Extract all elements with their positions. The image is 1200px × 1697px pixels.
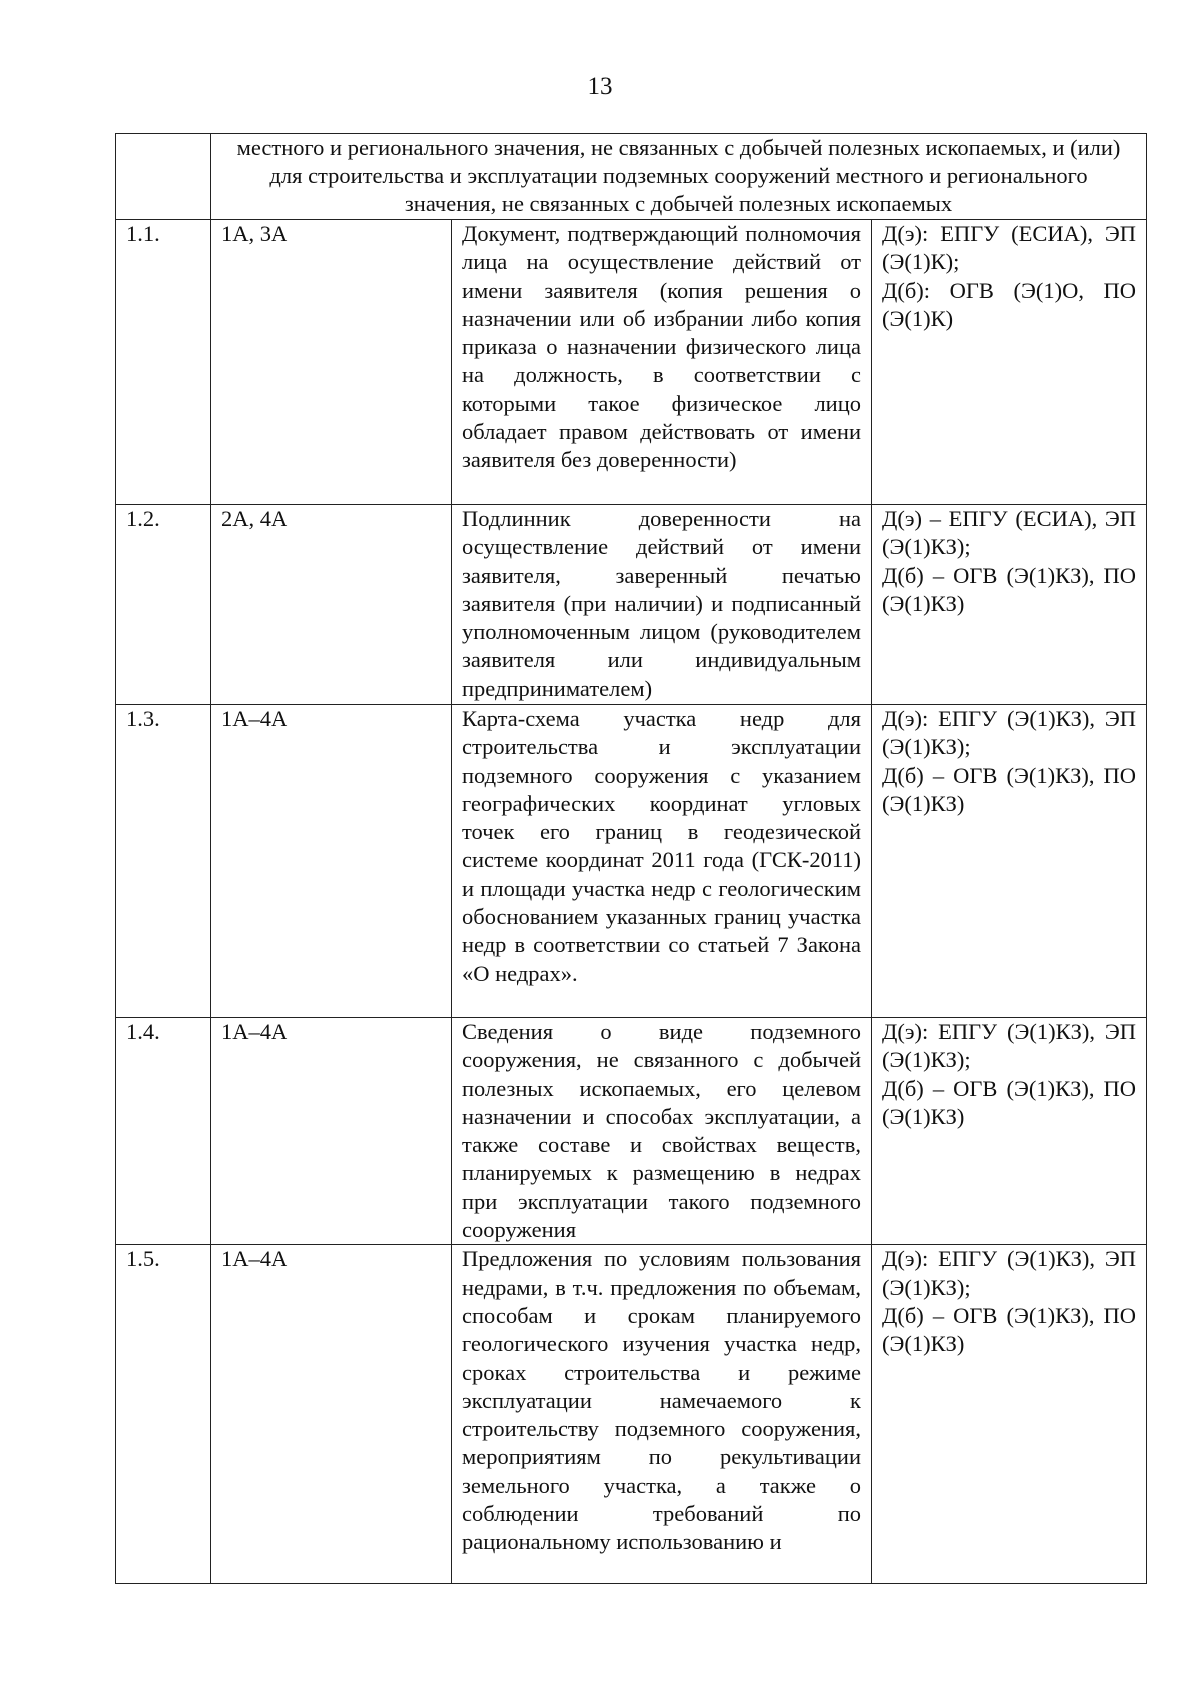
table-row: [116, 505, 1147, 705]
table-row: [116, 220, 1147, 505]
document-description: Карта-схема участка недр для строительства и эксплуатации подземного сооружения с указанием географических координат угловых точек его границ в геодезической системе координат 2011 года (ГСК-2011) и площади участка недр с геологическим обоснованием указанных границ участка недр в соответствии со статьей 7 Закона «О недрах».: [452, 705, 872, 1018]
applicant-categories: 1А–4А: [211, 1018, 452, 1245]
submission-method: [872, 1018, 1147, 1245]
table-row: [116, 1018, 1147, 1245]
applicant-categories: 1А–4А: [211, 1245, 452, 1584]
row-number: 1.2.: [116, 505, 211, 705]
electronic-method: Д(э): ЕПГУ (ЕСИА), ЭП (Э(1)К);: [882, 221, 1137, 275]
header-empty-cell: [116, 134, 211, 220]
electronic-method: Д(э): ЕПГУ (Э(1)КЗ), ЭП (Э(1)КЗ);: [882, 1019, 1137, 1073]
paper-method: Д(б) – ОГВ (Э(1)КЗ), ПО (Э(1)КЗ): [882, 1075, 1137, 1129]
submission-method: [872, 1245, 1147, 1584]
table-row: [116, 1245, 1147, 1584]
table-row: [116, 705, 1147, 1018]
electronic-method: Д(э): ЕПГУ (Э(1)КЗ), ЭП (Э(1)КЗ);: [882, 706, 1137, 760]
submission-method: [872, 705, 1147, 1018]
paper-method: Д(б): ОГВ (Э(1)О, ПО (Э(1)К): [882, 277, 1137, 331]
paper-method: Д(б) – ОГВ (Э(1)КЗ), ПО (Э(1)КЗ): [882, 1302, 1137, 1357]
paper-method: Д(б) – ОГВ (Э(1)КЗ), ПО (Э(1)КЗ): [882, 762, 1137, 816]
document-description: Сведения о виде подземного сооружения, не связанного с добычей полезных ископаемых, его целевом назначении и способах эксплуатации, а также составе и свойствах веществ, планируемых к размещению в недрах при эксплуатации такого подземного сооружения: [452, 1018, 872, 1245]
section-header-text: местного и регионального значения, не связанных с добычей полезных ископаемых, и (или) для строительства и эксплуатации подземных сооружений местного и регионального значения, не связанных с добычей полезных ископаемых: [211, 134, 1147, 220]
applicant-categories: 1А, 3А: [211, 220, 452, 505]
document-description: Документ, подтверждающий полномочия лица на осуществление действий от имени заявителя (копия решения о назначении или об избрании либо копия приказа о назначении физического лица на должность, в соответствии с которыми такое физическое лицо обладает правом действовать от имени заявителя без доверенности): [452, 220, 872, 505]
applicant-categories: 2А, 4А: [211, 505, 452, 705]
row-number: 1.3.: [116, 705, 211, 1018]
page-number: 13: [587, 73, 613, 100]
submission-method: [872, 220, 1147, 505]
row-number: 1.4.: [116, 1018, 211, 1245]
documents-table: [115, 133, 1147, 1584]
table-header-row: [116, 134, 1147, 220]
paper-method: Д(б) – ОГВ (Э(1)КЗ), ПО (Э(1)КЗ): [882, 562, 1137, 616]
document-description: Подлинник доверенности на осуществление действий от имени заявителя, заверенный печатью заявителя (при наличии) и подписанный уполномоченным лицом (руководителем заявителя или индивидуальным предпринимателем): [452, 505, 872, 705]
submission-method: [872, 505, 1147, 705]
row-number: 1.1.: [116, 220, 211, 505]
row-number: 1.5.: [116, 1245, 211, 1584]
document-description: Предложения по условиям пользования недрами, в т.ч. предложения по объемам, способам и срокам планируемого геологического изучения участка недр, сроках строительства и режиме эксплуатации намечаемого к строительству подземного сооружения, мероприятиям по рекультивации земельного участка, а также о соблюдении требований по рациональному использованию и: [452, 1245, 872, 1584]
applicant-categories: 1А–4А: [211, 705, 452, 1018]
electronic-method: Д(э) – ЕПГУ (ЕСИА), ЭП (Э(1)КЗ);: [882, 506, 1137, 560]
electronic-method: Д(э): ЕПГУ (Э(1)КЗ), ЭП (Э(1)КЗ);: [882, 1246, 1137, 1300]
